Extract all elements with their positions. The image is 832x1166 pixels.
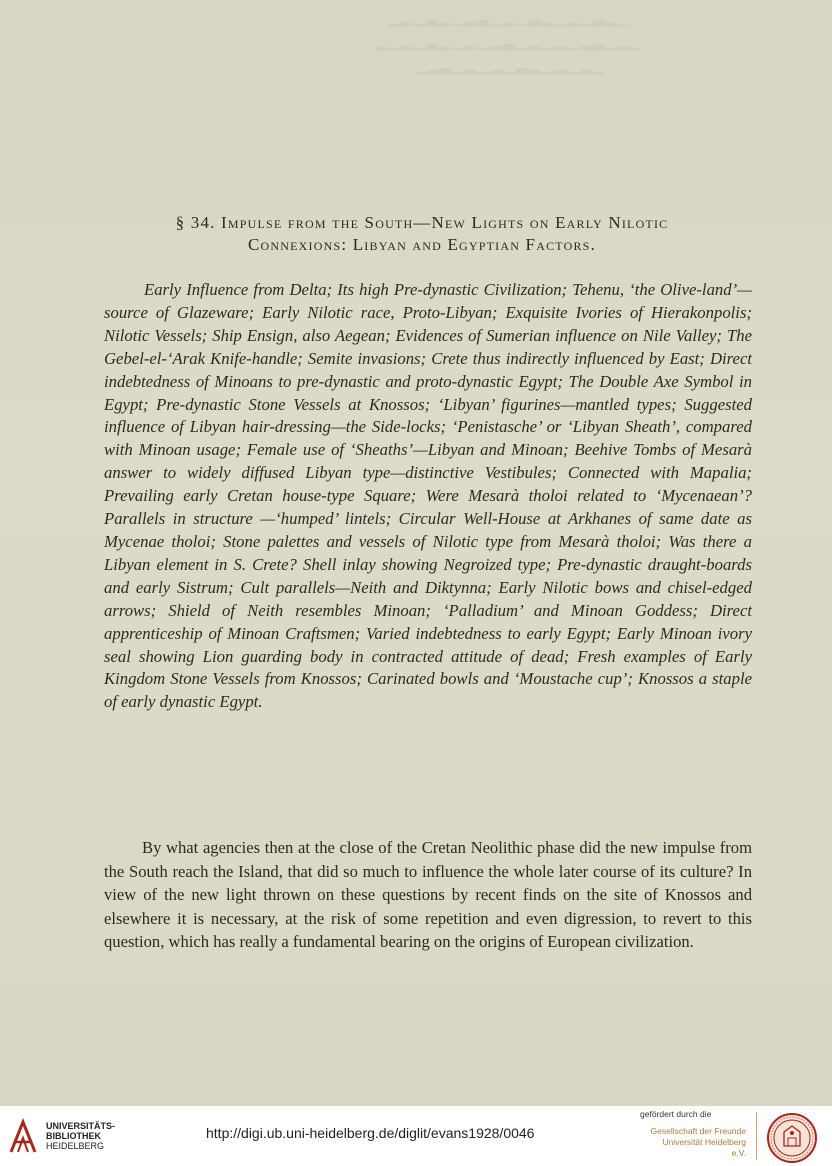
friends-society-line-1: Gesellschaft der Freunde	[650, 1126, 746, 1136]
library-name-line-3: HEIDELBERG	[46, 1141, 105, 1151]
body-paragraph: By what agencies then at the close of the Cretan Neolithic phase did the new impulse from the South reach the Island, that did so much to influence the whole later course of its culture? In view of the new light thrown on these questions by recent finds on the site of Knossos and elsewhere it is necessary, at the risk of some repetition and even digression, to revert to this question, which has really a fundamental bearing on the origins of European civilization.	[104, 838, 752, 951]
library-name	[46, 1121, 115, 1151]
friends-society-line-2: Universität Heidelberg e.V.	[662, 1137, 746, 1158]
library-name-line-2: BIBLIOTHEK	[46, 1131, 101, 1141]
footer-divider	[756, 1112, 757, 1160]
supported-by-label: gefördert durch die	[640, 1109, 712, 1119]
bleed-through: ▁▂▁▃▂▁▂▃▁▂▁▃▂▁▂▁▃▂▁ ▂▁▂▁▃▂▁▂▁▂▃▁▂▁▂▁▂▃▁▂▁ ▁▂▃▁▂▁▂▁▃▂▁▂▁▂▁	[375, 12, 645, 75]
section-heading-line-2: Connexions: Libyan and Egyptian Factors.	[248, 235, 596, 254]
footer-bar	[0, 1106, 832, 1166]
section-summary: Early Influence from Delta; Its high Pre-dynastic Civilization; Tehenu, ‘the Olive-land’—source of Glazeware; Early Nilotic race, Proto-Libyan; Exquisite Ivories of Hierakonpolis; Nilotic Vessels; Ship Ensign, also Aegean; Evidences of Sumerian influence on Nile Valley; The Gebel-el-‘Arak Knife-handle; Semite invasions; Crete thus indirectly influenced by East; Direct indebtedness of Minoans to pre-dynastic and proto-dynastic Egypt; The Double Axe Symbol in Egypt; Pre-dynastic Stone Vessels at Knossos; ‘Libyan’ figurines—mantled types; Suggested influence of Libyan hair-dressing—the Side-locks; ‘Penistasche’ or ‘Libyan Sheath’, compared with Minoan usage; Female use of ‘Sheaths’—Libyan and Minoan; Beehive Tombs of Mesarà answer to widely diffused Libyan type—distinctive Vestibules; Connected with Mapalia; Prevailing early Cretan house-type Square; Were Mesarà tholoi related to ‘Mycenaean’? Parallels in structure —‘humped’ lintels; Circular Well-House at Arkhanes of same date as Mycenae tholoi; Stone palettes and vessels of Nilotic type from Mesarà tholoi; Was there a Libyan element in S. Crete? Shell inlay showing Negroized type; Pre-dynastic draught-boards and early Sistrum; Cult parallels—Neith and Diktynna; Early Nilotic bows and chisel-edged arrows; Shield of Neith resembles Minoan; ‘Palladium’ and Minoan Goddess; Direct apprenticeship of Minoan Craftsmen; Varied indebtedness to early Egypt; Early Minoan ivory seal showing Lion guarding body in contracted attitude of dead; Fresh examples of Early Kingdom Stone Vessels from Knossos; Carinated bowls and ‘Moustache cup’; Knossos a staple of early dynastic Egypt.	[104, 280, 752, 712]
section-heading	[100, 212, 744, 256]
section-heading-line-1: § 34. Impulse from the South—New Lights on Early Nilotic	[175, 213, 669, 232]
library-name-line-1: UNIVERSITÄTS-	[46, 1121, 116, 1131]
permalink-url[interactable]: http://digi.ub.uni-heidelberg.de/diglit/evans1928/0046	[206, 1125, 535, 1141]
friends-society-name	[646, 1126, 746, 1159]
library-logo-icon	[8, 1116, 38, 1156]
university-seal-icon	[766, 1112, 818, 1164]
